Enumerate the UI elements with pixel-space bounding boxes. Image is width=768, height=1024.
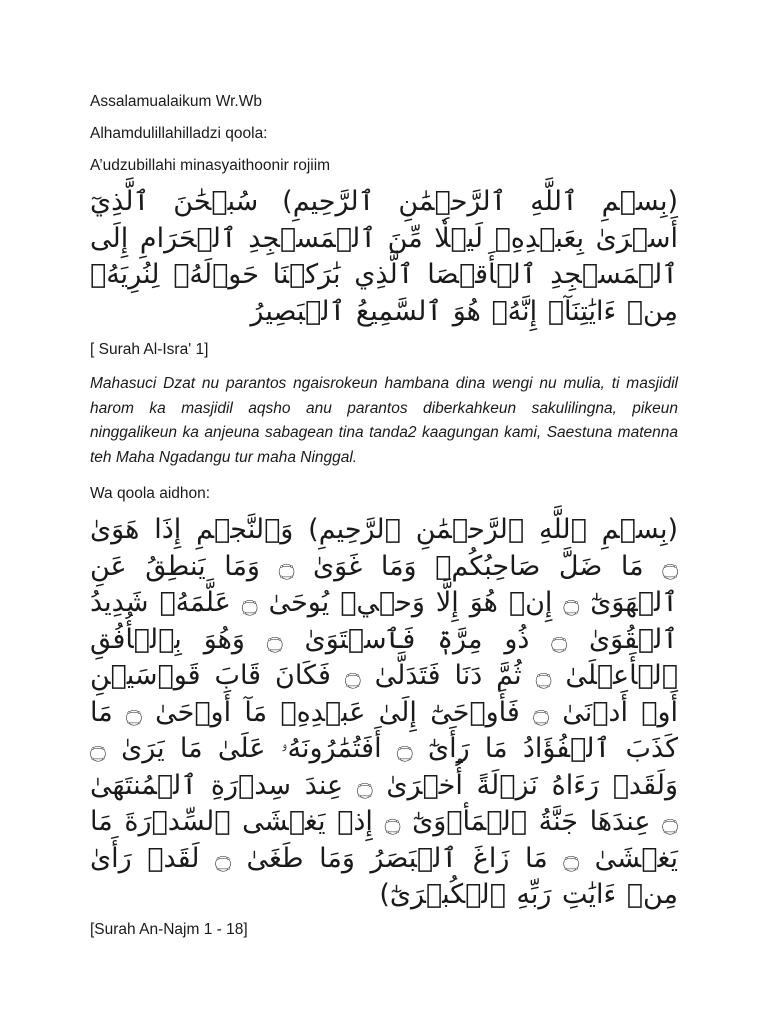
- hamdalah-line: Alhamdulillahilladzi qoola:: [90, 125, 268, 142]
- surah-reference-an-najm: [Surah An-Najm 1 - 18]: [90, 920, 248, 938]
- wa-qoola-line: Wa qoola aidhon:: [90, 485, 211, 502]
- greeting-line: Assalamualaikum Wr.Wb: [90, 93, 262, 110]
- ayah-block-al-isra: (بِسۡمِ ٱللَّهِ ٱلرَّحۡمَٰنِ ٱلرَّحِيمِ) سُبۡحَٰنَ ٱلَّذِيٓ أَسۡرَىٰ بِعَبۡدِهِۦ لَيۡلٗا مِّنَ ٱلۡمَسۡجِدِ ٱلۡحَرَامِ إِلَى ٱلۡمَسۡجِدِ ٱلۡأَقۡصَا ٱلَّذِي بَٰرَكۡنَا حَوۡلَهُۥ لِنُرِيَهُۥ مِنۡ ءَايَٰتِنَآۚ إِنَّهُۥ هُوَ ٱلسَّمِيعُ ٱلۡبَصِيرُ: [90, 186, 678, 327]
- translation-paragraph: Mahasuci Dzat nu parantos ngaisrokeun hambana dina wengi nu mulia, ti masjidil harom ka masjidil aqsho anu parantos diberkahkeun sakulilingna, pikeun ninggalikeun ka anjeuna sabagean tina tanda2 kaagungan kami, Saestuna matenna teh Maha Ngadangu tur maha Ninggal.: [90, 375, 678, 466]
- ayah-block-an-najm: (بِسۡمِ ٱللَّهِ ٱلرَّحۡمَٰنِ ٱلرَّحِيمِ) وَٱلنَّجۡمِ إِذَا هَوَىٰ ۝ مَا ضَلَّ صَاحِبُكُمۡ وَمَا غَوَىٰ ۝ وَمَا يَنطِقُ عَنِ ٱلۡهَوَىٰٓ ۝ إِنۡ هُوَ إِلَّا وَحۡيٞ يُوحَىٰ ۝ عَلَّمَهُۥ شَدِيدُ ٱلۡقُوَىٰ ۝ ذُو مِرَّةٖ فَٱسۡتَوَىٰ ۝ وَهُوَ بِٱلۡأُفُقِ ٱلۡأَعۡلَىٰ ۝ ثُمَّ دَنَا فَتَدَلَّىٰ ۝ فَكَانَ قَابَ قَوۡسَيۡنِ أَوۡ أَدۡنَىٰ ۝ فَأَوۡحَىٰٓ إِلَىٰ عَبۡدِهِۦ مَآ أَوۡحَىٰ ۝ مَا كَذَبَ ٱلۡفُؤَادُ مَا رَأَىٰٓ ۝ أَفَتُمَٰرُونَهُۥ عَلَىٰ مَا يَرَىٰ ۝ وَلَقَدۡ رَءَاهُ نَزۡلَةً أُخۡرَىٰ ۝ عِندَ سِدۡرَةِ ٱلۡمُنتَهَىٰ ۝ عِندَهَا جَنَّةُ ٱلۡمَأۡوَىٰٓ ۝ إِذۡ يَغۡشَى ٱلسِّدۡرَةَ مَا يَغۡشَىٰ ۝ مَا زَاغَ ٱلۡبَصَرُ وَمَا طَغَىٰ ۝ لَقَدۡ رَأَىٰ مِنۡ ءَايَٰتِ رَبِّهِ ٱلۡكُبۡرَىٰٓ): [90, 514, 679, 910]
- taawudz-line: A’udzubillahi minasyaithoonir rojiim: [90, 157, 331, 174]
- document-body: [90, 92, 678, 940]
- surah-reference-al-isra: [ Surah Al-Isra' 1]: [90, 341, 209, 358]
